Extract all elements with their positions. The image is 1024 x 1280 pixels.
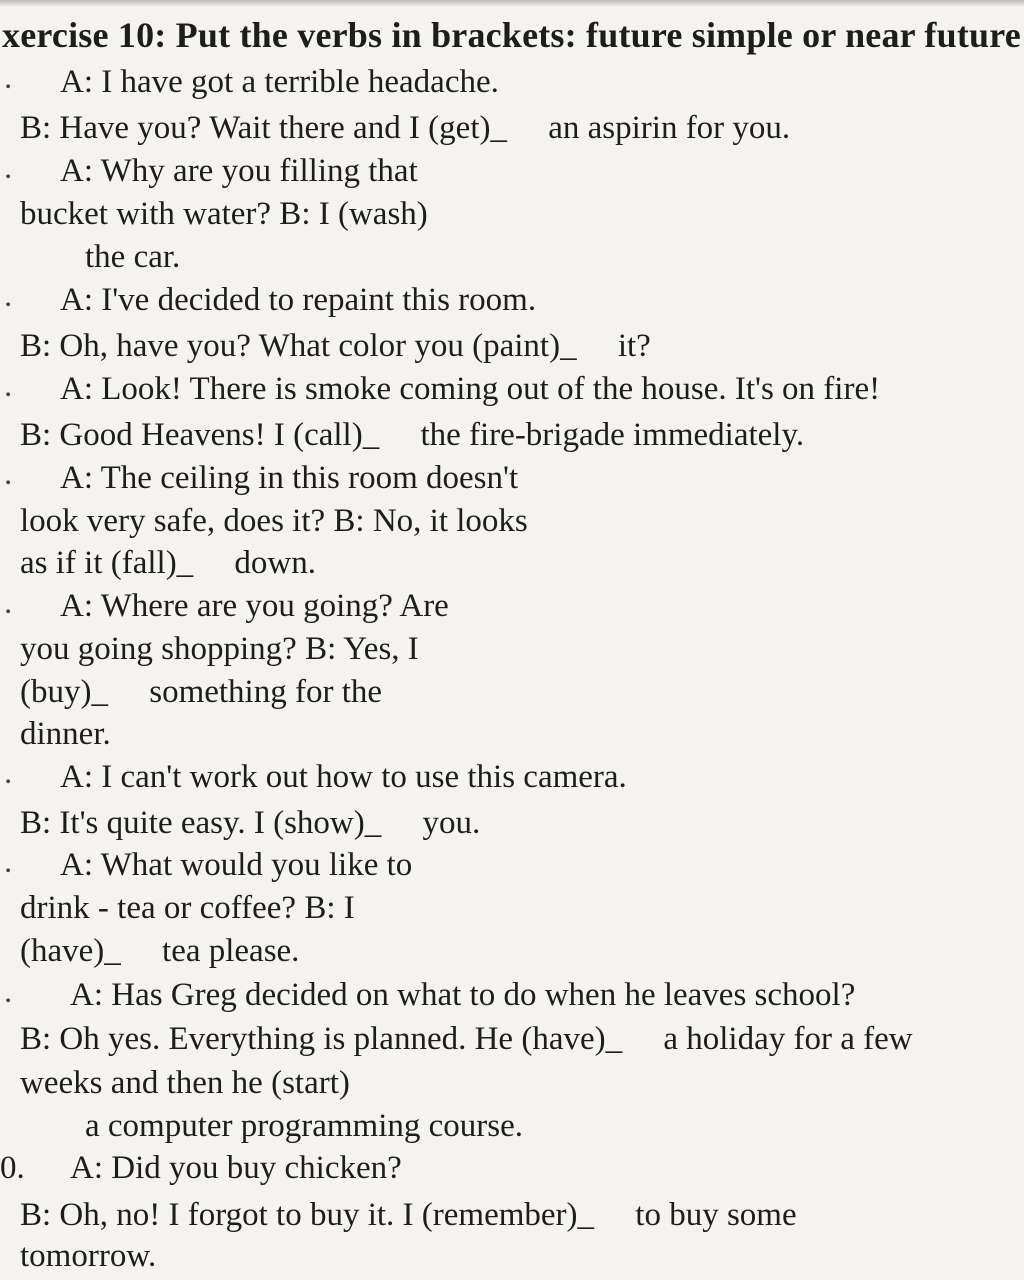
item-1-line-1: A: I have got a terrible headache. (60, 64, 499, 100)
item-6-line-2: you going shopping? B: Yes, I (20, 631, 419, 667)
item-5-line-3: as if it (fall)_ down. (20, 545, 317, 581)
item-2-line-2: bucket with water? B: I (wash) (20, 196, 428, 232)
item-10-number: 0. (0, 1150, 25, 1186)
item-1-line-2: B: Have you? Wait there and I (get)_ an aspirin for you. (20, 110, 791, 146)
item-4-line-1: A: Look! There is smoke coming out of the house. It's on fire! (60, 371, 881, 407)
item-6-line-1: A: Where are you going? Are (60, 588, 449, 624)
exercise-title: xercise 10: Put the verbs in brackets: future simple or near future (2, 15, 1021, 55)
item-bullet: . (4, 60, 13, 96)
item-4-line-2: B: Good Heavens! I (call)_ the fire-brigade immediately. (20, 417, 805, 453)
item-8-line-2: drink - tea or coffee? B: I (20, 890, 355, 926)
item-8-line-3: (have)_ tea please. (20, 933, 300, 969)
item-bullet: . (4, 974, 13, 1010)
item-9-line-4: a computer programming course. (85, 1108, 524, 1144)
item-8-line-1: A: What would you like to (60, 847, 413, 883)
item-bullet: . (4, 368, 13, 404)
item-5-line-1: A: The ceiling in this room doesn't (60, 460, 519, 496)
item-bullet: . (4, 278, 13, 314)
item-2-line-1: A: Why are you filling that (60, 153, 418, 189)
item-bullet: . (4, 150, 13, 186)
item-5-line-2: look very safe, does it? B: No, it looks (20, 503, 528, 539)
item-9-line-2: B: Oh yes. Everything is planned. He (have)_ a holiday for a few (20, 1021, 913, 1057)
item-bullet: . (4, 844, 13, 880)
item-6-line-4: dinner. (20, 716, 111, 752)
item-10-line-1: A: Did you buy chicken? (70, 1150, 402, 1186)
item-3-line-1: A: I've decided to repaint this room. (60, 282, 537, 318)
item-3-line-2: B: Oh, have you? What color you (paint)_ it? (20, 328, 651, 364)
item-10-line-2: B: Oh, no! I forgot to buy it. I (remember)_ to buy some (20, 1197, 797, 1233)
item-2-line-3: the car. (85, 239, 181, 275)
item-9-line-1: A: Has Greg decided on what to do when he leaves school? (70, 977, 856, 1013)
item-bullet: . (4, 755, 13, 791)
item-10-line-3: tomorrow. (20, 1238, 157, 1274)
item-6-line-3: (buy)_ something for the (20, 674, 383, 710)
top-edge-rule (0, 0, 1024, 6)
item-7-line-1: A: I can't work out how to use this camera. (60, 759, 627, 795)
item-9-line-3: weeks and then he (start) (20, 1065, 350, 1101)
item-7-line-2: B: It's quite easy. I (show)_ you. (20, 805, 481, 841)
item-bullet: . (4, 456, 13, 492)
item-bullet: . (4, 585, 13, 621)
